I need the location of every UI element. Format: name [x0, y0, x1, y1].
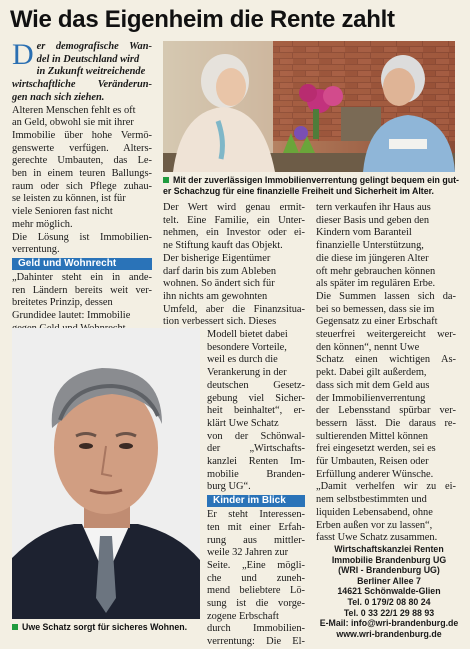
lead-line: wirtschaftliche Veränderun-	[12, 79, 152, 91]
column-3	[316, 202, 456, 545]
text-line: der „Wirtschafts-	[207, 443, 305, 455]
column-1-text-b	[12, 272, 152, 336]
text-line: steuerfrei weitergereicht wer-	[316, 329, 456, 341]
text-line: mobilie Branden-	[207, 468, 305, 480]
text-line: weil es durch die	[207, 354, 278, 366]
dropcap: D	[12, 38, 34, 71]
text-line: Modell bietet dabei	[207, 329, 288, 340]
text-line: ne Stiftung kauft das Objekt.	[163, 240, 283, 252]
text-line: nehmen, ein Investor oder ei-	[163, 227, 305, 239]
text-line: liquiden Lebensabend, ohne	[316, 506, 433, 518]
text-line: raum oder sich Pflege zuhau-	[12, 180, 152, 192]
lead-line: gen nach sich ziehen.	[12, 91, 105, 103]
text-line: breitetes Prinzip, dessen	[12, 297, 113, 309]
text-line: Erfüllung anderer Wünsche.	[316, 468, 434, 480]
text-line: an Geld, obwohl sie mit ihrer	[12, 117, 134, 129]
text-line: Alteren Menschen fehlt es oft	[12, 104, 136, 116]
contact-line: (WRI - Brandenburg UG)	[338, 565, 440, 576]
subhead-geld-und-wohnrecht: Geld und Wohnrecht	[12, 258, 152, 270]
caption-square-icon	[163, 177, 169, 183]
text-line: klärt Uwe Schatz	[207, 417, 279, 429]
contact-line: Immobilie Brandenburg UG	[331, 554, 447, 565]
portrait-caption	[12, 622, 212, 633]
text-line: darf darin bis zum Ableben	[163, 265, 277, 277]
lead-line: del in Deutschland wird	[36, 53, 140, 65]
text-line: fasst Uwe Schatz zusammen.	[316, 532, 438, 544]
text-line: gebung viel Sicher-	[207, 392, 305, 404]
text-line: ten mit einer Erfah-	[207, 521, 305, 533]
text-line: Grundidee lautet: Immobilie	[12, 310, 131, 322]
text-line: bei so bemessen, dass sie im	[316, 303, 435, 315]
column-2-inset	[207, 329, 305, 649]
top-photo-caption-line-1: Mit der zuverlässigen Immobilienverrentung gelingt bequem ein gut-	[173, 175, 459, 185]
top-photo-caption	[163, 175, 461, 197]
text-line: Kindern vom Baranteil	[316, 227, 412, 239]
text-line: viele Senioren fast nicht	[12, 206, 113, 218]
text-line: che und zuneh-	[207, 572, 305, 584]
text-line: sultierenden Mittel können	[316, 430, 428, 442]
contact-line: Tel. 0 179/2 08 80 24	[347, 596, 431, 607]
text-line: Schatz einen wichtigen As-	[316, 354, 456, 366]
text-line: Erben außen vor zu lassen“,	[316, 519, 433, 531]
text-line: Immobilie über hohe Vermö-	[12, 129, 152, 141]
subhead-kinder-im-blick: Kinder im Blick	[207, 495, 305, 507]
text-line: rung aus mittler-	[207, 534, 305, 546]
text-line: mend beliebtere Lö-	[207, 585, 305, 597]
column-3-text	[316, 202, 456, 545]
contact-line: Tel. 0 33 22/1 29 88 93	[343, 607, 435, 618]
text-line: Er steht Interessen-	[207, 509, 305, 521]
text-line: nem selbstbestimmten und	[316, 494, 427, 506]
text-line: als später im regulären Erbe.	[316, 278, 436, 290]
text-line: besondere Vorteile,	[207, 341, 287, 353]
text-line: frei eingesetzt werden, sei es	[316, 443, 436, 455]
text-line: se leisten zu können, ist für	[12, 193, 126, 205]
text-line: dieser Basis und geben den	[316, 214, 430, 226]
text-line: burg UG“.	[207, 481, 251, 493]
portrait-caption-text: Uwe Schatz sorgt für sicheres Wohnen.	[22, 622, 188, 632]
headline: Wie das Eigenheim die Rente zahlt	[10, 6, 395, 33]
text-line: tion verbessert sich. Dieses	[163, 316, 277, 328]
text-line: durch Immobilien-	[207, 623, 305, 635]
caption-square-icon	[12, 624, 18, 630]
contact-line: 14621 Schönwalde-Glien	[337, 586, 441, 597]
text-line: weile 32 Jahren zur	[207, 547, 289, 559]
couple-gardening-image	[163, 41, 455, 172]
text-line: Die Summen lassen sich da-	[316, 290, 456, 302]
column-1	[12, 38, 152, 335]
text-line: Der Wert wird genau ermit-	[163, 202, 305, 213]
text-line: bessern lässt. Die daraus re-	[316, 417, 456, 429]
column-1-text	[12, 105, 152, 257]
text-line: pekt. Dabei gilt außerdem,	[316, 367, 427, 379]
text-line: von der Schönwal-	[207, 430, 305, 442]
text-line: die diese im jüngeren Alter	[316, 252, 429, 264]
text-line: verrentung: Die El-	[207, 636, 305, 648]
text-line: Der bisherige Eigentümer	[163, 252, 271, 264]
text-line: ben in einem teuren Ballungs-	[12, 168, 152, 180]
couple-gardening-photo	[163, 41, 455, 172]
text-line: verrentung.	[12, 244, 60, 256]
text-line: den können“, nennt Uwe	[316, 341, 420, 353]
contact-line: E-Mail: info@wri-brandenburg.de	[319, 618, 459, 629]
text-line: deutschen Gesetz-	[207, 379, 305, 391]
text-line: ihn nichts am gewohnten	[163, 290, 268, 302]
text-line: Seite. „Eine mögli-	[207, 559, 305, 571]
text-line: „Dahinter steht ein in ande-	[12, 271, 152, 283]
text-line: Umfeld, aber die Finanzsitua-	[163, 303, 305, 315]
top-photo-caption-line-2: er Schachzug für eine finanzielle Freiheit und Sicherheit im Alter.	[163, 186, 434, 196]
lead-paragraph	[12, 38, 152, 105]
text-line: telt. Eine Familie, ein Unter-	[163, 214, 305, 226]
contact-block	[316, 544, 462, 639]
text-line: „Damit verhelfen wir zu ei-	[316, 481, 456, 493]
text-line: finanzielle Unterstützung,	[316, 240, 424, 252]
column-2-text-c	[207, 509, 305, 649]
column-2-upper	[163, 202, 305, 329]
text-line: dass sich mit dem Geld aus	[316, 379, 430, 391]
text-line: kanzlei Renten Im-	[207, 456, 305, 468]
text-line: genswerte verfügen. Alters-	[12, 142, 152, 154]
contact-line: Wirtschaftskanzlei Renten	[334, 544, 444, 554]
text-line: sung ist die vorge-	[207, 598, 305, 610]
lead-line: er demografische Wan-	[36, 41, 152, 52]
contact-line: Berliner Allee 7	[357, 575, 421, 586]
text-line: ren Ländern bereits weit ver-	[12, 284, 152, 296]
text-line: oft mehr gebrauchen können	[316, 265, 436, 277]
text-line: für Umbauten, Reisen oder	[316, 456, 429, 468]
contact-lines	[316, 544, 462, 639]
column-2-text-b	[207, 329, 305, 494]
contact-line: www.wri-brandenburg.de	[336, 628, 442, 639]
uwe-schatz-portrait-photo	[12, 328, 200, 619]
text-line: der Lebensstand spürbar ver-	[316, 405, 456, 417]
text-line: zogene Erbschaft	[207, 610, 279, 622]
portrait-image	[12, 328, 200, 619]
text-line: gerechte Umbauten, das Le-	[12, 155, 152, 167]
text-line: Verankerung in der	[207, 367, 287, 379]
text-line: heit beinhaltet“, er-	[207, 405, 305, 417]
text-line: mehr möglich.	[12, 218, 73, 230]
text-line: tern verkaufen ihr Haus aus	[316, 202, 431, 213]
text-line: Die Lösung ist Immobilien-	[12, 231, 152, 243]
text-line: wohnen. So ändert sich für	[163, 278, 275, 290]
column-2-text-a	[163, 202, 305, 329]
text-line: Gegensatz zu einer Erbschaft	[316, 316, 438, 328]
text-line: der Immobilienverrentung	[316, 392, 426, 404]
lead-line: in Zukunft weitreichende	[36, 66, 146, 78]
